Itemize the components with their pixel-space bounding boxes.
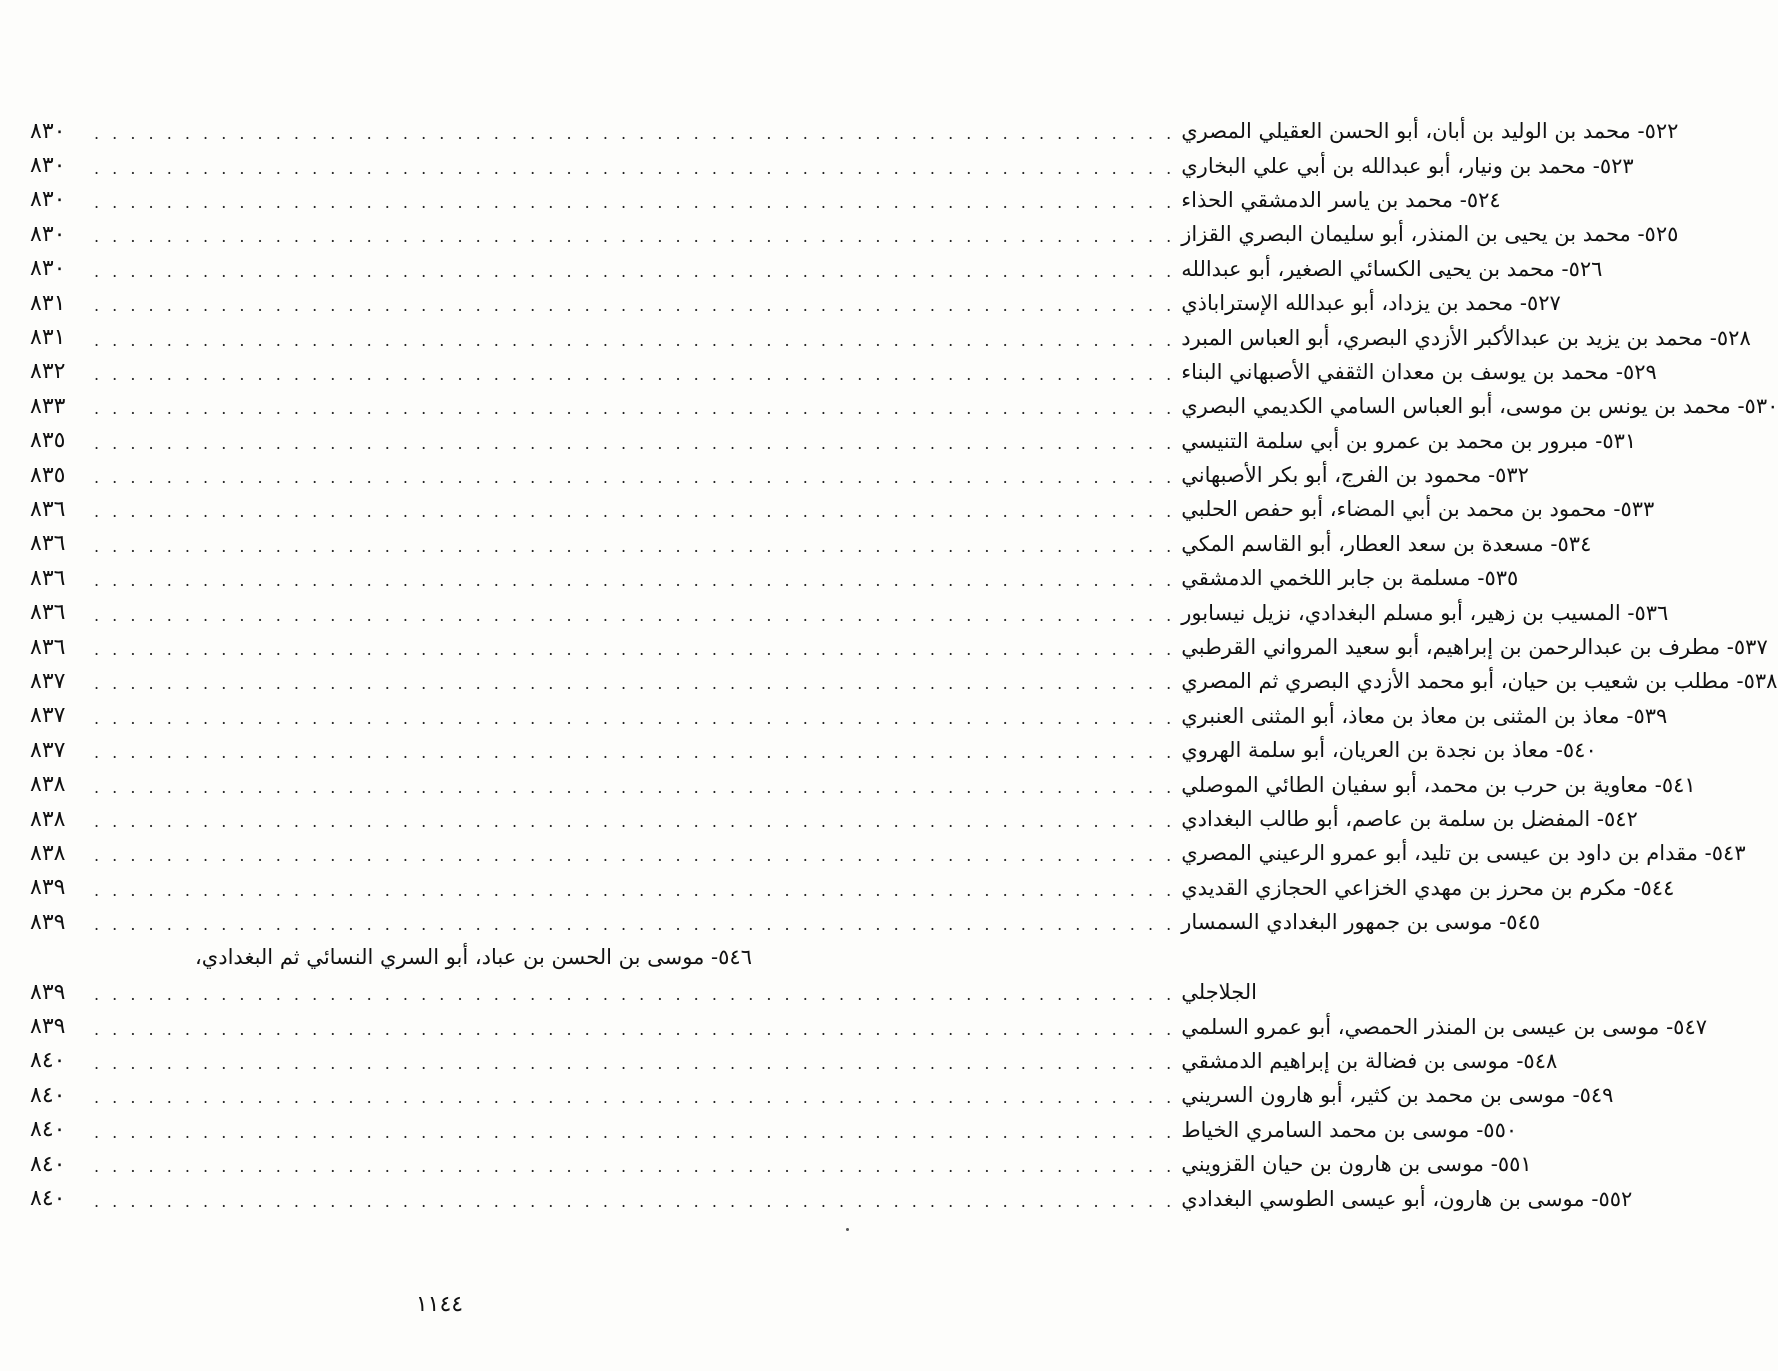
toc-entry-number: ٥٣٠: [1744, 394, 1778, 419]
toc-entry-dash: -: [1469, 1117, 1484, 1142]
toc-page-number: ٨٣٠: [30, 153, 66, 179]
toc-entry-number: ٥٣٨: [1743, 669, 1778, 694]
toc-page-number: ٨٤٠: [30, 1117, 66, 1143]
toc-page-number: ٨٣١: [30, 325, 66, 351]
toc-entry-dash: -: [1586, 153, 1600, 178]
toc-page-number: ٨٣٦: [30, 634, 66, 660]
toc-entry-number: ٥٢٧: [1527, 291, 1561, 316]
toc-entry-name: مسعدة بن سعد العطار، أبو القاسم المكي: [1181, 531, 1544, 556]
toc-entry: [30, 320, 1751, 354]
toc-entry-name: المسيب بن زهير، أبو مسلم البغدادي، نزيل نيسابور: [1181, 600, 1621, 625]
toc-page-number: ٨٣٩: [30, 1014, 66, 1040]
dot-leader: . . . . . . . . . . . . . . . . . . . . . . . . . . . . . . . . . . . . . . . . . . . . . . . . . . . . . . . . . . . .: [94, 1019, 1176, 1039]
toc-entry-name: محمد بن يحيى الكسائي الصغير، أبو عبدالله: [1181, 256, 1555, 281]
toc-entry-number: ٥٤٨: [1523, 1048, 1558, 1073]
toc-entry-number: ٥٣٥: [1484, 566, 1519, 591]
toc-entry-title: [1181, 704, 1667, 728]
toc-entry: [30, 733, 1597, 767]
dot-leader: . . . . . . . . . . . . . . . . . . . . . . . . . . . . . . . . . . . . . . . . . . . . . . . . . . . . . . . . . . . .: [94, 571, 1176, 591]
toc-entry-name: محمد بن يوسف بن معدان الثقفي الأصبهاني البناء: [1181, 359, 1610, 384]
toc-page-number: ٨٣٦: [30, 531, 66, 557]
toc-entry-dash: -: [1730, 394, 1745, 419]
toc-entry-dash: -: [1619, 703, 1634, 728]
toc-entry-number: ٥٥٢: [1598, 1186, 1633, 1211]
toc-entry-dash: -: [1720, 635, 1734, 660]
toc-entry-continuation: [30, 975, 1257, 1009]
toc-page-number: ٨٣٦: [30, 496, 66, 522]
toc-entry: [30, 148, 1634, 182]
dot-leader: . . . . . . . . . . . . . . . . . . . . . . . . . . . . . . . . . . . . . . . . . . . . . . . . . . . . . . . . . . . .: [94, 261, 1176, 281]
toc-entry-dash: -: [1648, 772, 1662, 797]
toc-page-number: ٨٤٠: [30, 1151, 66, 1177]
toc-entry-name: محمد بن الوليد بن أبان، أبو الحسن العقيلي المصري: [1181, 119, 1631, 144]
toc-entry-name: موسى بن محمد السامري الخياط: [1181, 1117, 1470, 1142]
toc-page-number: ٨٣٢: [30, 359, 66, 385]
toc-entry-dash: -: [1630, 222, 1645, 247]
toc-entry-dash: -: [1492, 910, 1507, 935]
toc-entry-title: [1181, 326, 1751, 350]
toc-entry-dash: -: [1554, 256, 1569, 281]
toc-entry-number: ٥٤٩: [1579, 1083, 1614, 1108]
toc-entry-name: مسلمة بن جابر اللخمي الدمشقي: [1181, 566, 1471, 591]
toc-entry-name: مطلب بن شعيب بن حيان، أبو محمد الأزدي البصري ثم المصري: [1181, 669, 1730, 694]
toc-entry: [30, 1078, 1614, 1112]
dot-leader: . . . . . . . . . . . . . . . . . . . . . . . . . . . . . . . . . . . . . . . . . . . . . . . . . . . . . . . . . . . .: [94, 1191, 1176, 1211]
toc-entry-title: [1181, 119, 1678, 143]
toc-page-number: ٨٣٠: [30, 256, 66, 282]
toc-page-number: ٨٣٠: [30, 118, 66, 144]
dot-leader: . . . . . . . . . . . . . . . . . . . . . . . . . . . . . . . . . . . . . . . . . . . . . . . . . . . . . . . . . . . .: [94, 674, 1176, 694]
toc-entry-title: [1181, 738, 1597, 762]
toc-entry-number: ٥٣٢: [1495, 463, 1529, 488]
toc-page-number: ٨٣١: [30, 290, 66, 316]
toc-entry-title: [1181, 497, 1654, 521]
toc-page-number: ٨٤٠: [30, 1082, 66, 1108]
dot-leader: . . . . . . . . . . . . . . . . . . . . . . . . . . . . . . . . . . . . . . . . . . . . . . . . . . . . . . . . . . . .: [94, 1157, 1176, 1177]
toc-entry-title: [1181, 188, 1500, 212]
toc-entry-name: مقدام بن داود بن عيسى بن تليد، أبو عمرو الرعيني المصري: [1181, 841, 1698, 866]
toc-entry-number: ٥٥١: [1497, 1152, 1532, 1177]
dot-leader: . . . . . . . . . . . . . . . . . . . . . . . . . . . . . . . . . . . . . . . . . . . . . . . . . . . . . . . . . . . .: [94, 124, 1176, 144]
toc-page-number: ٨٣٠: [30, 187, 66, 213]
toc-entry-title: [1181, 1118, 1517, 1142]
toc-entry-title: [1181, 291, 1561, 315]
toc-entry: [30, 286, 1561, 320]
toc-entry-title: [1181, 601, 1668, 625]
toc-entry-dash: -: [1630, 119, 1645, 144]
toc-entry-number: ٥٤٦: [718, 945, 752, 970]
toc-entry-dash: -: [1588, 428, 1603, 453]
toc-entry-dash: -: [1609, 359, 1623, 384]
toc-page-number: ٨٣٣: [30, 393, 66, 419]
toc-entry-dash: -: [1513, 291, 1527, 316]
dot-leader: . . . . . . . . . . . . . . . . . . . . . . . . . . . . . . . . . . . . . . . . . . . . . . . . . . . . . . . . . . . .: [94, 158, 1176, 178]
toc-entry-title: [1181, 1083, 1613, 1107]
toc-page-number: ٨٣٩: [30, 979, 66, 1005]
dot-leader: . . . . . . . . . . . . . . . . . . . . . . . . . . . . . . . . . . . . . . . . . . . . . . . . . . . . . . . . . . . .: [94, 330, 1176, 350]
dot-leader: . . . . . . . . . . . . . . . . . . . . . . . . . . . . . . . . . . . . . . . . . . . . . . . . . . . . . . . . . . . .: [94, 915, 1176, 935]
toc-entry: [30, 1009, 1708, 1043]
toc-entry-number: ٥٤٤: [1640, 875, 1675, 900]
toc-entry-title: [88, 945, 752, 969]
dot-leader: . . . . . . . . . . . . . . . . . . . . . . . . . . . . . . . . . . . . . . . . . . . . . . . . . . . . . . . . . . . .: [94, 985, 1176, 1005]
toc-entry: [30, 458, 1529, 492]
toc-page-number: ٨٣٩: [30, 909, 66, 935]
toc-entry-number: ٥٤١: [1661, 772, 1696, 797]
toc-entry-title: [1181, 1187, 1632, 1211]
toc-entry-name: محمد بن ونيار، أبو عبدالله بن أبي علي البخاري: [1181, 153, 1587, 178]
toc-entry-number: ٥٤٢: [1603, 807, 1638, 831]
toc-entry-name: موسى بن جمهور البغدادي السمسار: [1181, 910, 1493, 935]
toc-entry-title: [1181, 807, 1638, 831]
toc-entry: [30, 871, 1675, 905]
toc-page-number: ٨٣٠: [30, 221, 66, 247]
dot-leader: . . . . . . . . . . . . . . . . . . . . . . . . . . . . . . . . . . . . . . . . . . . . . . . . . . . . . . . . . . . .: [94, 536, 1176, 556]
dot-leader: . . . . . . . . . . . . . . . . . . . . . . . . . . . . . . . . . . . . . . . . . . . . . . . . . . . . . . . . . . . .: [94, 296, 1176, 316]
toc-entry: [30, 630, 1768, 664]
toc-entry-title: [1181, 532, 1591, 556]
toc-entry: [30, 939, 752, 975]
toc-entry-number: ٥٢٥: [1644, 222, 1679, 247]
toc-page-number: ٨٣٩: [30, 875, 66, 901]
toc-entry-title: [1181, 1152, 1531, 1176]
toc-page-number: ٨٣٧: [30, 703, 66, 729]
toc-entry-title: [1181, 910, 1540, 934]
toc-entry-number: ٥٢٨: [1716, 325, 1751, 350]
toc-entry-name: محمد بن يحيى بن المنذر، أبو سليمان البصري القزاز: [1181, 222, 1631, 247]
dot-leader: . . . . . . . . . . . . . . . . . . . . . . . . . . . . . . . . . . . . . . . . . . . . . . . . . . . . . . . . . . . .: [94, 433, 1176, 453]
dot-leader: . . . . . . . . . . . . . . . . . . . . . . . . . . . . . . . . . . . . . . . . . . . . . . . . . . . . . . . . . . . .: [94, 846, 1176, 866]
dot-leader: . . . . . . . . . . . . . . . . . . . . . . . . . . . . . . . . . . . . . . . . . . . . . . . . . . . . . . . . . . . .: [94, 605, 1176, 625]
toc-entry: [30, 183, 1501, 217]
toc-entry-title: [1181, 876, 1674, 900]
dot-leader: . . . . . . . . . . . . . . . . . . . . . . . . . . . . . . . . . . . . . . . . . . . . . . . . . . . . . . . . . . . .: [94, 1122, 1176, 1142]
toc-entry-dash: -: [1470, 566, 1485, 591]
toc-entry-name: معاذ بن نجدة بن العريان، أبو سلمة الهروي: [1181, 738, 1550, 763]
scan-speck: [846, 1228, 849, 1231]
dot-leader: . . . . . . . . . . . . . . . . . . . . . . . . . . . . . . . . . . . . . . . . . . . . . . . . . . . . . . . . . . . .: [94, 364, 1176, 384]
toc-entry-dash: -: [1543, 531, 1558, 556]
toc-entry-dash: -: [704, 945, 719, 970]
dot-leader: . . . . . . . . . . . . . . . . . . . . . . . . . . . . . . . . . . . . . . . . . . . . . . . . . . . . . . . . . . . .: [94, 777, 1176, 797]
toc-entry: [30, 836, 1746, 870]
toc-entry: [30, 1181, 1633, 1215]
dot-leader: . . . . . . . . . . . . . . . . . . . . . . . . . . . . . . . . . . . . . . . . . . . . . . . . . . . . . . . . . . . .: [94, 192, 1176, 212]
toc-entry: [30, 767, 1696, 801]
dot-leader: . . . . . . . . . . . . . . . . . . . . . . . . . . . . . . . . . . . . . . . . . . . . . . . . . . . . . . . . . . . .: [94, 227, 1176, 247]
toc-entry-number: ٥٤٥: [1506, 910, 1541, 935]
toc-entry: [30, 114, 1679, 148]
toc-entry-name: محمد بن يزيد بن عبدالأكبر الأزدي البصري، أبو العباس المبرد: [1181, 325, 1704, 350]
toc-entry-number: ٥٣٩: [1633, 703, 1668, 728]
toc-entry: [30, 389, 1778, 423]
toc-entry: [30, 699, 1668, 733]
toc-entry-number: ٥٤٣: [1711, 841, 1746, 866]
toc-entry-name: محمد بن ياسر الدمشقي الحذاء: [1181, 187, 1454, 212]
toc-entry-dash: -: [1584, 1186, 1599, 1211]
toc-entry-title: [1181, 1015, 1707, 1039]
toc-page-number: ٨٣٦: [30, 565, 66, 591]
toc-entry-name: محمود بن الفرج، أبو بكر الأصبهاني: [1181, 463, 1482, 488]
toc-entry-name: موسى بن الحسن بن عباد، أبو السري النسائي ثم البغدادي،: [195, 945, 705, 970]
toc-entry-dash: -: [1565, 1083, 1580, 1108]
toc-entry-number: ٥٣٦: [1634, 600, 1669, 625]
dot-leader: . . . . . . . . . . . . . . . . . . . . . . . . . . . . . . . . . . . . . . . . . . . . . . . . . . . . . . . . . . . .: [94, 640, 1176, 660]
toc-entry-title: [1181, 841, 1745, 865]
toc-entry: [30, 355, 1657, 389]
toc-page-number: ٨٣٥: [30, 462, 66, 488]
toc-entry-name: موسى بن عيسى بن المنذر الحمصي، أبو عمرو السلمي: [1181, 1014, 1660, 1039]
toc-entry: [30, 252, 1603, 286]
toc-entry: [30, 595, 1669, 629]
toc-entry-name: مبرور بن محمد بن عمرو بن أبي سلمة التنيسي: [1181, 428, 1589, 453]
toc-entry-title: [1181, 1049, 1557, 1073]
toc-entry-number: ٥٣٤: [1557, 531, 1592, 556]
toc-entry-title: [1181, 635, 1768, 659]
toc-entry-title: [1181, 429, 1636, 453]
toc-entry: [30, 492, 1655, 526]
toc-entry-title: [1181, 360, 1657, 384]
toc-entry-name: موسى بن هارون، أبو عيسى الطوسي البغدادي: [1181, 1186, 1585, 1211]
toc-entry-number: ٥٢٢: [1644, 119, 1679, 144]
dot-leader: . . . . . . . . . . . . . . . . . . . . . . . . . . . . . . . . . . . . . . . . . . . . . . . . . . . . . . . . . . . .: [94, 812, 1176, 831]
toc-entry-title: [1181, 463, 1529, 487]
toc-entry-title: [1181, 154, 1633, 178]
toc-entry: [30, 1044, 1558, 1078]
toc-entry-number: ٥٢٩: [1622, 359, 1657, 384]
toc-entry-dash: -: [1729, 669, 1744, 694]
toc-entry-dash: -: [1620, 600, 1635, 625]
toc-entry-title: [1181, 222, 1678, 246]
toc-entry-dash: -: [1659, 1014, 1674, 1039]
toc-page-number: ٨٤٠: [30, 1048, 66, 1074]
toc-entry-number: ٥٢٤: [1466, 187, 1501, 212]
toc-entry-name-continued: الجلاجلي: [1181, 980, 1257, 1005]
dot-leader: . . . . . . . . . . . . . . . . . . . . . . . . . . . . . . . . . . . . . . . . . . . . . . . . . . . . . . . . . . . .: [94, 743, 1176, 763]
toc-entry-title: [1181, 394, 1778, 418]
toc-entry-number: ٥٢٣: [1599, 153, 1634, 178]
dot-leader: . . . . . . . . . . . . . . . . . . . . . . . . . . . . . . . . . . . . . . . . . . . . . . . . . . . . . . . . . . . .: [94, 468, 1176, 488]
dot-leader: . . . . . . . . . . . . . . . . . . . . . . . . . . . . . . . . . . . . . . . . . . . . . . . . . . . . . . . . . . . .: [94, 399, 1176, 419]
page-number: ١١٤٤: [415, 1292, 464, 1317]
toc-page-number: ٨٣٦: [30, 600, 66, 626]
toc-page-number: ٨٣٥: [30, 428, 66, 454]
toc-page-number: ٨٣٨: [30, 772, 66, 798]
toc-entry-dash: -: [1453, 187, 1467, 212]
toc-entry-name: موسى بن هارون بن حيان القزويني: [1181, 1152, 1485, 1177]
toc-entry-dash: -: [1703, 325, 1717, 350]
toc-entry-name: موسى بن محمد بن كثير، أبو هارون السريني: [1181, 1083, 1566, 1108]
toc-entry-number: ٥٢٦: [1568, 256, 1603, 281]
dot-leader: . . . . . . . . . . . . . . . . . . . . . . . . . . . . . . . . . . . . . . . . . . . . . . . . . . . . . . . . . . . .: [94, 880, 1176, 900]
toc-entry-number: ٥٤٧: [1673, 1014, 1708, 1039]
toc-list: [30, 114, 1778, 1216]
toc-page-number: ٨٣٧: [30, 737, 66, 763]
toc-entry-name: محمود بن محمد بن أبي المضاء، أبو حفص الحلبي: [1181, 497, 1607, 522]
toc-entry-dash: -: [1698, 841, 1712, 866]
toc-entry: [30, 664, 1778, 698]
toc-entry: [30, 424, 1637, 458]
toc-entry-dash: -: [1509, 1048, 1524, 1073]
toc-page-number: ٨٤٠: [30, 1186, 66, 1212]
toc-entry-name: محمد بن يزداد، أبو عبدالله الإستراباذي: [1181, 291, 1514, 316]
toc-entry: [30, 905, 1541, 939]
toc-entry-dash: -: [1590, 807, 1604, 831]
dot-leader: . . . . . . . . . . . . . . . . . . . . . . . . . . . . . . . . . . . . . . . . . . . . . . . . . . . . . . . . . . . .: [94, 502, 1176, 522]
toc-entry-name: المفضل بن سلمة بن عاصم، أبو طالب البغدادي: [1181, 807, 1591, 831]
toc-entry-name: مكرم بن محرز بن مهدي الخزاعي الحجازي القديدي: [1181, 875, 1627, 900]
toc-entry-number: ٥٣١: [1602, 428, 1637, 453]
toc-entry-title: [1181, 257, 1602, 281]
toc-entry: [30, 561, 1519, 595]
toc-entry: [30, 527, 1592, 561]
toc-entry: [30, 217, 1679, 251]
toc-entry-name: معاذ بن المثنى بن معاذ بن معاذ، أبو المثنى العنبري: [1181, 703, 1620, 728]
toc-entry-title: [1181, 566, 1518, 590]
toc-entry-name: معاوية بن حرب بن محمد، أبو سفيان الطائي الموصلي: [1181, 772, 1649, 797]
toc-entry-dash: -: [1481, 463, 1496, 488]
toc-entry-number: ٥٣٣: [1620, 497, 1655, 522]
toc-entry-number: ٥٣٧: [1733, 635, 1768, 660]
toc-page-number: ٨٣٧: [30, 668, 66, 694]
toc-entry-dash: -: [1626, 875, 1641, 900]
toc-page-number: ٨٣٨: [30, 840, 66, 866]
toc-entry: [30, 802, 1638, 836]
toc-entry-name: مطرف بن عبدالرحمن بن إبراهيم، أبو سعيد المرواني القرطبي: [1181, 635, 1721, 660]
dot-leader: . . . . . . . . . . . . . . . . . . . . . . . . . . . . . . . . . . . . . . . . . . . . . . . . . . . . . . . . . . . .: [94, 1053, 1176, 1073]
toc-entry: [30, 1147, 1532, 1181]
toc-entry-name: محمد بن يونس بن موسى، أبو العباس السامي الكديمي البصري: [1181, 394, 1731, 419]
toc-entry-number: ٥٥٠: [1483, 1117, 1518, 1142]
toc-entry-dash: -: [1549, 738, 1563, 763]
toc-entry-title: [1181, 773, 1695, 797]
toc-entry-name: موسى بن فضالة بن إبراهيم الدمشقي: [1181, 1048, 1510, 1073]
dot-leader: . . . . . . . . . . . . . . . . . . . . . . . . . . . . . . . . . . . . . . . . . . . . . . . . . . . . . . . . . . . .: [94, 708, 1176, 728]
toc-entry-title: [1181, 669, 1777, 693]
dot-leader: . . . . . . . . . . . . . . . . . . . . . . . . . . . . . . . . . . . . . . . . . . . . . . . . . . . . . . . . . . . .: [94, 1088, 1176, 1108]
toc-page-number: ٨٣٨: [30, 806, 66, 832]
toc-entry: [30, 1113, 1518, 1147]
toc-entry-dash: -: [1484, 1152, 1498, 1177]
toc-entry-number: ٥٤٠: [1562, 738, 1597, 763]
toc-entry-dash: -: [1606, 497, 1621, 522]
